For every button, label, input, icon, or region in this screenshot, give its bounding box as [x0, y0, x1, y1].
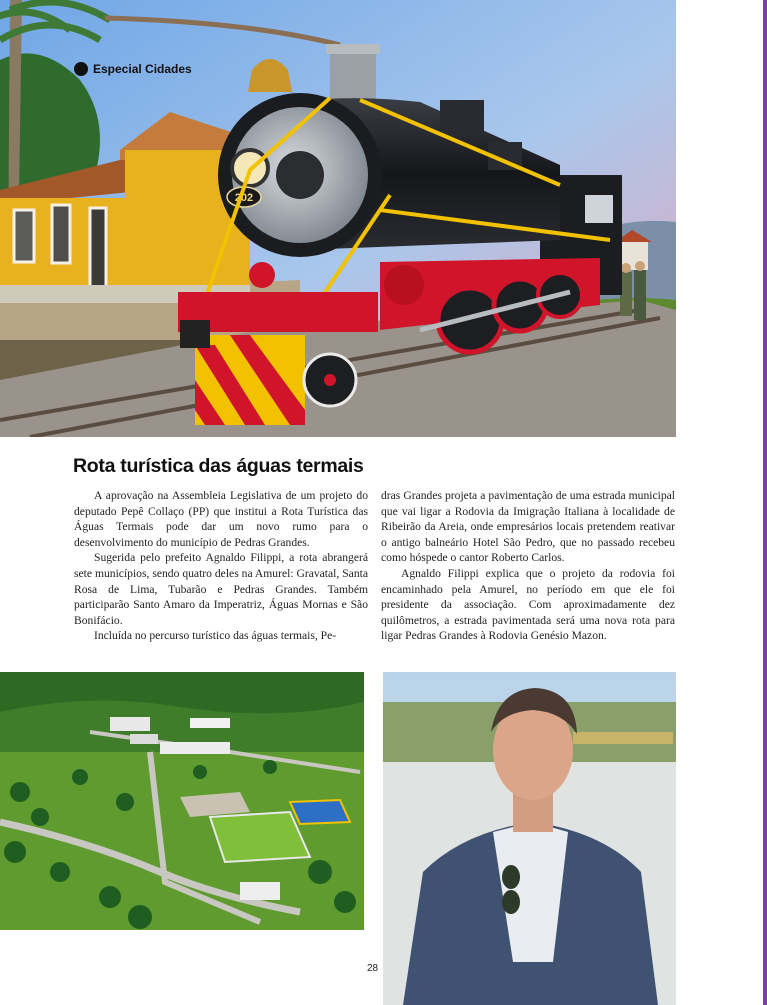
- article-column-right: [381, 488, 675, 644]
- article-title: Rota turística das águas termais: [73, 455, 364, 477]
- page-edge-accent: [763, 0, 767, 1005]
- paragraph: A aprovação na Assembleia Legislativa de um projeto do deputado Pepê Collaço (PP) que institui a Rota Turística das Águas Termais pode dar um novo rumo para o desenvolvimento do município de Pedras Grandes.: [74, 489, 368, 549]
- aerial-project-render: [0, 672, 364, 930]
- mayor-portrait-photo: [383, 672, 676, 1005]
- page-margin: [676, 0, 763, 1005]
- locomotive-number-plate: 202: [234, 192, 254, 204]
- paragraph: dras Grandes projeta a pavimentação de uma estrada municipal que vai ligar a Rodovia da Imigração Italiana à localidade de Ribeirão da Areia, onde empresários locais pretendem reativar o antigo balneário Hotel São Pedro, que no passado recebeu como hóspede o cantor Roberto Carlos.: [381, 489, 675, 565]
- article-column-left: [74, 488, 368, 644]
- section-tag-label: Especial Cidades: [93, 62, 192, 76]
- paragraph: Sugerida pelo prefeito Agnaldo Filippi, a rota abrangerá sete municípios, sendo quatro deles na Amurel: Gravatal, Santa Rosa de Lima, Tubarão e Pedras Grandes. Também participarão Santo Amaro da Imperatriz, Águas Mornas e São Bonifácio.: [74, 551, 368, 627]
- section-bullet-icon: [74, 62, 88, 76]
- hero-train-photo: [0, 0, 676, 437]
- paragraph: Agnaldo Filippi explica que o projeto da rodovia foi encaminhado pela Amurel, no período em que ele foi presidente da associação. Com aproximadamente dez quilômetros, a estrada pavimentada será uma nova rota para ligar Pedras Grandes à Rodovia Genésio Mazon.: [381, 566, 675, 643]
- paragraph: Incluída no percurso turístico das águas termais, Pe-: [94, 629, 337, 643]
- page-number: 28: [367, 963, 379, 974]
- section-tag: [74, 62, 192, 76]
